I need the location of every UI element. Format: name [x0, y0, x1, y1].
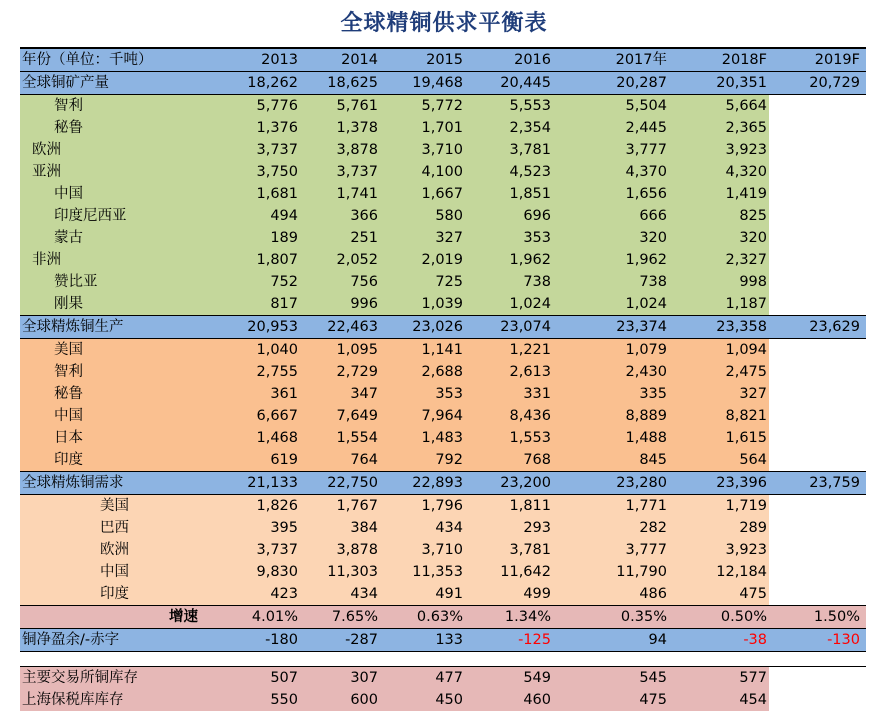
value-cell	[769, 95, 866, 118]
row-label: 中国	[20, 183, 210, 205]
value-cell: 0.50%	[669, 606, 769, 629]
value-cell: 0.63%	[380, 606, 465, 629]
value-cell: 752	[210, 271, 300, 293]
row-label: 智利	[20, 361, 210, 383]
value-cell: 564	[669, 449, 769, 472]
value-cell: 1,553	[465, 427, 553, 449]
value-cell: 1,656	[553, 183, 669, 205]
value-cell: -180	[210, 629, 300, 652]
row-label: 蒙古	[20, 227, 210, 249]
value-cell: 619	[210, 449, 300, 472]
value-cell: 1,767	[300, 495, 380, 518]
value-cell: 768	[465, 449, 553, 472]
row-label: 主要交易所铜库存	[20, 667, 210, 690]
value-cell: 1,419	[669, 183, 769, 205]
value-cell: 996	[300, 293, 380, 316]
row-label: 日本	[20, 427, 210, 449]
value-cell: 499	[465, 583, 553, 606]
value-cell: 1,095	[300, 339, 380, 362]
mine-country-row	[20, 227, 866, 249]
value-cell: 11,303	[300, 561, 380, 583]
year-header: 2018F	[669, 48, 769, 72]
value-cell: 2,430	[553, 361, 669, 383]
value-cell	[769, 139, 866, 161]
row-label: 中国	[20, 561, 210, 583]
value-cell: 23,629	[769, 316, 866, 339]
value-cell: 20,351	[669, 72, 769, 95]
value-cell: 454	[669, 689, 769, 711]
row-label: 上海保税库库存	[20, 689, 210, 711]
row-label: 中国	[20, 405, 210, 427]
demand-total-row	[20, 472, 866, 495]
value-cell: 1,483	[380, 427, 465, 449]
value-cell: 23,396	[669, 472, 769, 495]
stock-row	[20, 667, 866, 690]
value-cell: 3,781	[465, 139, 553, 161]
value-cell: 696	[465, 205, 553, 227]
value-cell: 5,776	[210, 95, 300, 118]
value-cell: 460	[465, 689, 553, 711]
mine-country-row	[20, 161, 866, 183]
value-cell: 11,642	[465, 561, 553, 583]
year-header: 2016	[465, 48, 553, 72]
value-cell: 293	[465, 517, 553, 539]
value-cell: 23,200	[465, 472, 553, 495]
value-cell: 3,710	[380, 539, 465, 561]
value-cell: 2,729	[300, 361, 380, 383]
value-cell	[769, 293, 866, 316]
row-label: 刚果	[20, 293, 210, 316]
value-cell	[769, 667, 866, 690]
growth-row	[20, 606, 866, 629]
value-cell	[769, 271, 866, 293]
value-cell: 756	[300, 271, 380, 293]
value-cell: 1,667	[380, 183, 465, 205]
value-cell: 7,964	[380, 405, 465, 427]
value-cell: 738	[553, 271, 669, 293]
value-cell: 327	[380, 227, 465, 249]
row-label: 印度尼西亚	[20, 205, 210, 227]
value-cell: 7.65%	[300, 606, 380, 629]
value-cell: 0.35%	[553, 606, 669, 629]
value-cell: 94	[553, 629, 669, 652]
spacer-row	[20, 652, 866, 667]
row-label: 智利	[20, 95, 210, 118]
value-cell: -38	[669, 629, 769, 652]
value-cell: 384	[300, 517, 380, 539]
value-cell: 825	[669, 205, 769, 227]
value-cell: 395	[210, 517, 300, 539]
value-cell: 1,039	[380, 293, 465, 316]
value-cell: -287	[300, 629, 380, 652]
value-cell: 549	[465, 667, 553, 690]
value-cell: 2,613	[465, 361, 553, 383]
value-cell: 20,953	[210, 316, 300, 339]
value-cell	[769, 161, 866, 183]
value-cell: 282	[553, 517, 669, 539]
value-cell: 3,923	[669, 139, 769, 161]
value-cell: 1,554	[300, 427, 380, 449]
value-cell: 4,320	[669, 161, 769, 183]
value-cell: 2,327	[669, 249, 769, 271]
mine-total-row	[20, 72, 866, 95]
value-cell: 8,821	[669, 405, 769, 427]
value-cell	[769, 383, 866, 405]
value-cell: 335	[553, 383, 669, 405]
value-cell: -130	[769, 629, 866, 652]
value-cell	[769, 117, 866, 139]
value-cell: 817	[210, 293, 300, 316]
value-cell: 19,468	[380, 72, 465, 95]
value-cell	[769, 405, 866, 427]
row-label: 秘鲁	[20, 383, 210, 405]
value-cell	[769, 249, 866, 271]
value-cell: 792	[380, 449, 465, 472]
value-cell: 1,024	[553, 293, 669, 316]
value-cell: 23,280	[553, 472, 669, 495]
value-cell: 491	[380, 583, 465, 606]
value-cell: 5,761	[300, 95, 380, 118]
value-cell: 1.34%	[465, 606, 553, 629]
value-cell: 22,750	[300, 472, 380, 495]
value-cell: 1,024	[465, 293, 553, 316]
value-cell: 1,811	[465, 495, 553, 518]
copper-balance-table	[20, 47, 866, 711]
value-cell: 18,625	[300, 72, 380, 95]
value-cell: 366	[300, 205, 380, 227]
row-label: 美国	[20, 339, 210, 362]
row-label: 秘鲁	[20, 117, 210, 139]
mine-country-row	[20, 183, 866, 205]
value-cell: 4,370	[553, 161, 669, 183]
value-cell: 4.01%	[210, 606, 300, 629]
value-cell: 2,354	[465, 117, 553, 139]
value-cell: 11,353	[380, 561, 465, 583]
spacer-cell	[20, 652, 210, 667]
value-cell: 3,737	[210, 539, 300, 561]
value-cell: 1,141	[380, 339, 465, 362]
row-label: 增速	[20, 606, 210, 629]
value-cell: 1,468	[210, 427, 300, 449]
value-cell: 20,287	[553, 72, 669, 95]
mine-country-row	[20, 95, 866, 118]
value-cell: 1,741	[300, 183, 380, 205]
production-country-row	[20, 361, 866, 383]
value-cell: 5,664	[669, 95, 769, 118]
value-cell: 9,830	[210, 561, 300, 583]
stock-row	[20, 689, 866, 711]
header-label: 年份（单位：千吨）	[20, 48, 210, 72]
value-cell: 320	[669, 227, 769, 249]
value-cell: 1,094	[669, 339, 769, 362]
year-header: 2019F	[769, 48, 866, 72]
value-cell: 307	[300, 667, 380, 690]
value-cell: 475	[553, 689, 669, 711]
value-cell: 2,445	[553, 117, 669, 139]
value-cell: 845	[553, 449, 669, 472]
table-body	[20, 48, 866, 711]
mine-country-row	[20, 205, 866, 227]
row-label: 亚洲	[20, 161, 210, 183]
value-cell: 434	[380, 517, 465, 539]
value-cell: 289	[669, 517, 769, 539]
value-cell: 1,796	[380, 495, 465, 518]
production-country-row	[20, 339, 866, 362]
value-cell: 1,962	[465, 249, 553, 271]
value-cell	[769, 561, 866, 583]
value-cell	[769, 227, 866, 249]
year-header: 2015	[380, 48, 465, 72]
value-cell: 1,719	[669, 495, 769, 518]
row-label: 印度	[20, 449, 210, 472]
demand-country-row	[20, 517, 866, 539]
value-cell: 361	[210, 383, 300, 405]
row-label: 非洲	[20, 249, 210, 271]
value-cell: 1,962	[553, 249, 669, 271]
value-cell: 1,807	[210, 249, 300, 271]
value-cell: 189	[210, 227, 300, 249]
value-cell: 3,777	[553, 539, 669, 561]
value-cell	[769, 205, 866, 227]
spacer-cell	[465, 652, 553, 667]
row-label: 巴西	[20, 517, 210, 539]
value-cell: 3,878	[300, 539, 380, 561]
spacer-cell	[669, 652, 769, 667]
mine-country-row	[20, 293, 866, 316]
value-cell: 353	[465, 227, 553, 249]
demand-country-row	[20, 561, 866, 583]
value-cell: 494	[210, 205, 300, 227]
production-country-row	[20, 383, 866, 405]
value-cell: 23,026	[380, 316, 465, 339]
value-cell: 23,358	[669, 316, 769, 339]
value-cell: 434	[300, 583, 380, 606]
value-cell	[769, 495, 866, 518]
value-cell: 7,649	[300, 405, 380, 427]
value-cell: 23,759	[769, 472, 866, 495]
year-header: 2014	[300, 48, 380, 72]
value-cell: 2,755	[210, 361, 300, 383]
production-country-row	[20, 405, 866, 427]
value-cell: 23,374	[553, 316, 669, 339]
value-cell: 22,893	[380, 472, 465, 495]
value-cell	[769, 339, 866, 362]
demand-country-row	[20, 539, 866, 561]
value-cell: 8,436	[465, 405, 553, 427]
value-cell: 327	[669, 383, 769, 405]
value-cell: 738	[465, 271, 553, 293]
value-cell: 3,781	[465, 539, 553, 561]
row-label: 全球精炼铜需求	[20, 472, 210, 495]
value-cell: 550	[210, 689, 300, 711]
value-cell: 507	[210, 667, 300, 690]
value-cell: 1,079	[553, 339, 669, 362]
demand-country-row	[20, 495, 866, 518]
value-cell: 666	[553, 205, 669, 227]
value-cell: 3,737	[300, 161, 380, 183]
value-cell: 475	[669, 583, 769, 606]
page-title: 全球精铜供求平衡表	[340, 11, 548, 36]
demand-country-row	[20, 583, 866, 606]
value-cell: 1,826	[210, 495, 300, 518]
row-label: 美国	[20, 495, 210, 518]
header-row	[20, 48, 866, 72]
value-cell	[769, 583, 866, 606]
spacer-cell	[553, 652, 669, 667]
value-cell: 20,729	[769, 72, 866, 95]
row-label: 全球铜矿产量	[20, 72, 210, 95]
spacer-cell	[380, 652, 465, 667]
value-cell	[769, 517, 866, 539]
production-country-row	[20, 449, 866, 472]
value-cell: 1,771	[553, 495, 669, 518]
year-header: 2017年	[553, 48, 669, 72]
value-cell: 3,777	[553, 139, 669, 161]
production-total-row	[20, 316, 866, 339]
value-cell: 11,790	[553, 561, 669, 583]
value-cell: 133	[380, 629, 465, 652]
mine-country-row	[20, 117, 866, 139]
value-cell: 545	[553, 667, 669, 690]
value-cell: 1,378	[300, 117, 380, 139]
value-cell: 320	[553, 227, 669, 249]
net-balance-row	[20, 629, 866, 652]
value-cell: 1.50%	[769, 606, 866, 629]
row-label: 印度	[20, 583, 210, 606]
value-cell: 1,488	[553, 427, 669, 449]
value-cell: 4,100	[380, 161, 465, 183]
value-cell: 1,376	[210, 117, 300, 139]
row-label: 欧洲	[20, 539, 210, 561]
value-cell: 3,710	[380, 139, 465, 161]
value-cell: 5,772	[380, 95, 465, 118]
mine-country-row	[20, 139, 866, 161]
value-cell: 347	[300, 383, 380, 405]
value-cell: 12,184	[669, 561, 769, 583]
value-cell: 1,040	[210, 339, 300, 362]
value-cell: 577	[669, 667, 769, 690]
value-cell: 2,019	[380, 249, 465, 271]
row-label: 铜净盈余/-赤字	[20, 629, 210, 652]
value-cell: 3,923	[669, 539, 769, 561]
value-cell: 725	[380, 271, 465, 293]
value-cell: 5,553	[465, 95, 553, 118]
value-cell	[769, 449, 866, 472]
value-cell: 3,878	[300, 139, 380, 161]
value-cell: 1,681	[210, 183, 300, 205]
value-cell: 21,133	[210, 472, 300, 495]
spacer-cell	[210, 652, 300, 667]
value-cell: 331	[465, 383, 553, 405]
value-cell: -125	[465, 629, 553, 652]
value-cell: 2,688	[380, 361, 465, 383]
value-cell: 1,615	[669, 427, 769, 449]
row-label: 全球精炼铜生产	[20, 316, 210, 339]
value-cell: 3,737	[210, 139, 300, 161]
value-cell: 2,475	[669, 361, 769, 383]
value-cell	[769, 689, 866, 711]
value-cell: 450	[380, 689, 465, 711]
value-cell: 23,074	[465, 316, 553, 339]
value-cell: 1,221	[465, 339, 553, 362]
value-cell: 20,445	[465, 72, 553, 95]
row-label: 赞比亚	[20, 271, 210, 293]
value-cell: 477	[380, 667, 465, 690]
year-header: 2013	[210, 48, 300, 72]
value-cell: 1,187	[669, 293, 769, 316]
value-cell: 251	[300, 227, 380, 249]
value-cell: 353	[380, 383, 465, 405]
mine-country-row	[20, 271, 866, 293]
value-cell: 423	[210, 583, 300, 606]
value-cell: 6,667	[210, 405, 300, 427]
mine-country-row	[20, 249, 866, 271]
value-cell	[769, 361, 866, 383]
value-cell: 8,889	[553, 405, 669, 427]
value-cell: 998	[669, 271, 769, 293]
value-cell	[769, 183, 866, 205]
production-country-row	[20, 427, 866, 449]
value-cell: 1,701	[380, 117, 465, 139]
value-cell: 5,504	[553, 95, 669, 118]
value-cell	[769, 539, 866, 561]
value-cell: 18,262	[210, 72, 300, 95]
value-cell: 22,463	[300, 316, 380, 339]
value-cell: 4,523	[465, 161, 553, 183]
value-cell: 764	[300, 449, 380, 472]
value-cell: 1,851	[465, 183, 553, 205]
value-cell: 2,365	[669, 117, 769, 139]
row-label: 欧洲	[20, 139, 210, 161]
value-cell: 3,750	[210, 161, 300, 183]
spacer-cell	[769, 652, 866, 667]
value-cell: 2,052	[300, 249, 380, 271]
value-cell: 486	[553, 583, 669, 606]
value-cell	[769, 427, 866, 449]
value-cell: 580	[380, 205, 465, 227]
spacer-cell	[300, 652, 380, 667]
value-cell: 600	[300, 689, 380, 711]
